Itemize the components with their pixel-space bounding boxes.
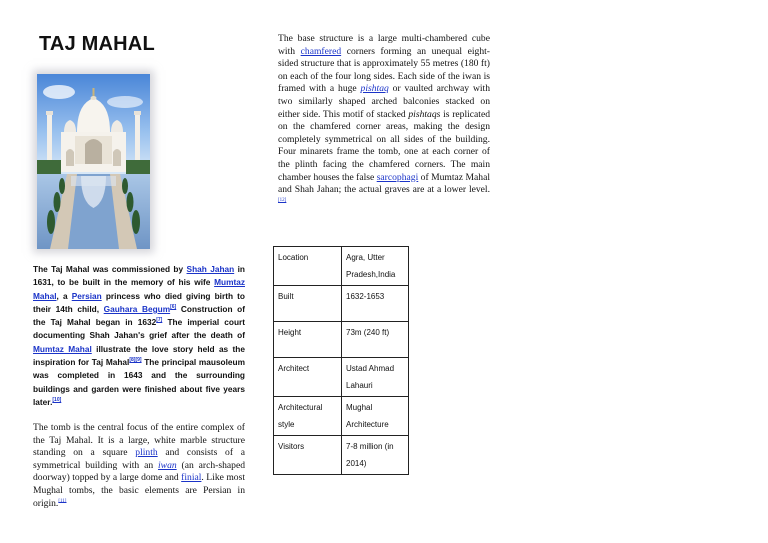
page-title: TAJ MAHAL [39, 33, 155, 55]
base-structure-paragraph [278, 33, 490, 209]
infobox-key: Architect [274, 358, 342, 397]
intro-text: princess who died giving birth to their 14th child, [33, 290, 246, 314]
table-row [274, 247, 409, 286]
tomb-text: The tomb is the central focus of the entire complex of the Taj Mahal. It is a large, white marble structure standing on a square [33, 422, 245, 459]
link-plinth[interactable]: plinth [135, 447, 158, 459]
infobox-key: Built [274, 286, 342, 322]
citation-11[interactable]: [11] [58, 498, 67, 504]
infobox-key: Height [274, 322, 342, 358]
intro-text: illustrate the love story held as the inspiration for Taj Mahal [33, 343, 245, 368]
infobox-key: Architectural style [274, 397, 342, 436]
table-row [274, 322, 409, 358]
infobox-value: 7-8 million (in 2014) [342, 436, 409, 475]
infobox-value: Ustad Ahmad Lahauri [342, 358, 409, 397]
link-persian[interactable]: Persian [71, 290, 102, 301]
link-gauhara-begum[interactable]: Gauhara Begum [103, 303, 171, 314]
table-row [274, 358, 409, 397]
infobox-value: 1632-1653 [342, 286, 409, 322]
citation-8-9[interactable]: [8][9] [129, 357, 142, 364]
infobox-value: Mughal Architecture [342, 397, 409, 436]
intro-text: Construction of the Taj Mahal began in 1632 [33, 303, 245, 328]
base-text: The base structure is a large multi-chambered cube with [278, 33, 490, 57]
intro-text: in 1631, to be built in the memory of his wife [33, 264, 245, 288]
base-text: or vaulted archway with two similarly shaped arched balconies stacked on either side. This motif of stacked [278, 83, 490, 120]
infobox-table [273, 246, 409, 475]
link-finial[interactable]: finial [181, 472, 202, 484]
table-row [274, 286, 409, 322]
base-text: is replicated on the chamfered corner areas, making the design completely symmetrical on all sides of the building. Four minarets frame the tomb, one at each corner of the plinth facing the chamfered corners. The main chamber houses the false [278, 108, 491, 183]
table-row [274, 436, 409, 475]
intro-text: , a [56, 290, 72, 301]
link-mumtaz-mahal[interactable]: Mumtaz Mahal [33, 277, 245, 301]
infobox-value: Agra, Utter Pradesh,India [342, 247, 409, 286]
citation-7[interactable]: [7] [156, 317, 163, 324]
link-chamfered[interactable]: chamfered [300, 45, 342, 57]
table-row [274, 397, 409, 436]
intro-text: The imperial court documenting Shah Jahan's grief after the death of [33, 317, 245, 341]
intro-text: The principal mausoleum was completed in 1643 and the surrounding buildings and garden were finished about five years later. [33, 357, 245, 407]
infobox-key: Visitors [274, 436, 342, 475]
tomb-paragraph [33, 422, 245, 510]
term-pishtaqs: pishtaqs [408, 108, 441, 120]
link-shah-jahan[interactable]: Shah Jahan [186, 264, 235, 274]
citation-6[interactable]: [6] [170, 304, 177, 311]
citation-10[interactable]: [10] [52, 397, 62, 404]
link-sarcophagi[interactable]: sarcophagi [376, 171, 419, 183]
tomb-text: . Like most Mughal tombs, the basic elements are Persian in origin. [33, 472, 245, 509]
link-pishtaq[interactable]: pishtaq [360, 83, 389, 95]
tomb-text: and consists of a symmetrical building with an [33, 447, 245, 471]
link-iwan[interactable]: iwan [158, 459, 177, 471]
taj-mahal-photo [37, 74, 150, 249]
tomb-text: (an arch-shaped doorway) topped by a large dome and [33, 459, 246, 484]
infobox-value: 73m (240 ft) [342, 322, 409, 358]
intro-paragraph [33, 263, 245, 409]
intro-text: The Taj Mahal was commissioned by [33, 264, 187, 274]
citation-12[interactable]: [12] [278, 197, 287, 203]
base-text: of Mumtaz Mahal and Shah Jahan; the actual graves are at a lower level. [278, 171, 490, 196]
link-mumtaz-mahal-2[interactable]: Mumtaz Mahal [33, 343, 92, 354]
infobox-key: Location [274, 247, 342, 286]
base-text: corners forming an unequal eight-sided structure that is approximately 55 metres (180 ft) on each of the four long sides. Each side of the iwan is framed with a huge [278, 45, 490, 95]
